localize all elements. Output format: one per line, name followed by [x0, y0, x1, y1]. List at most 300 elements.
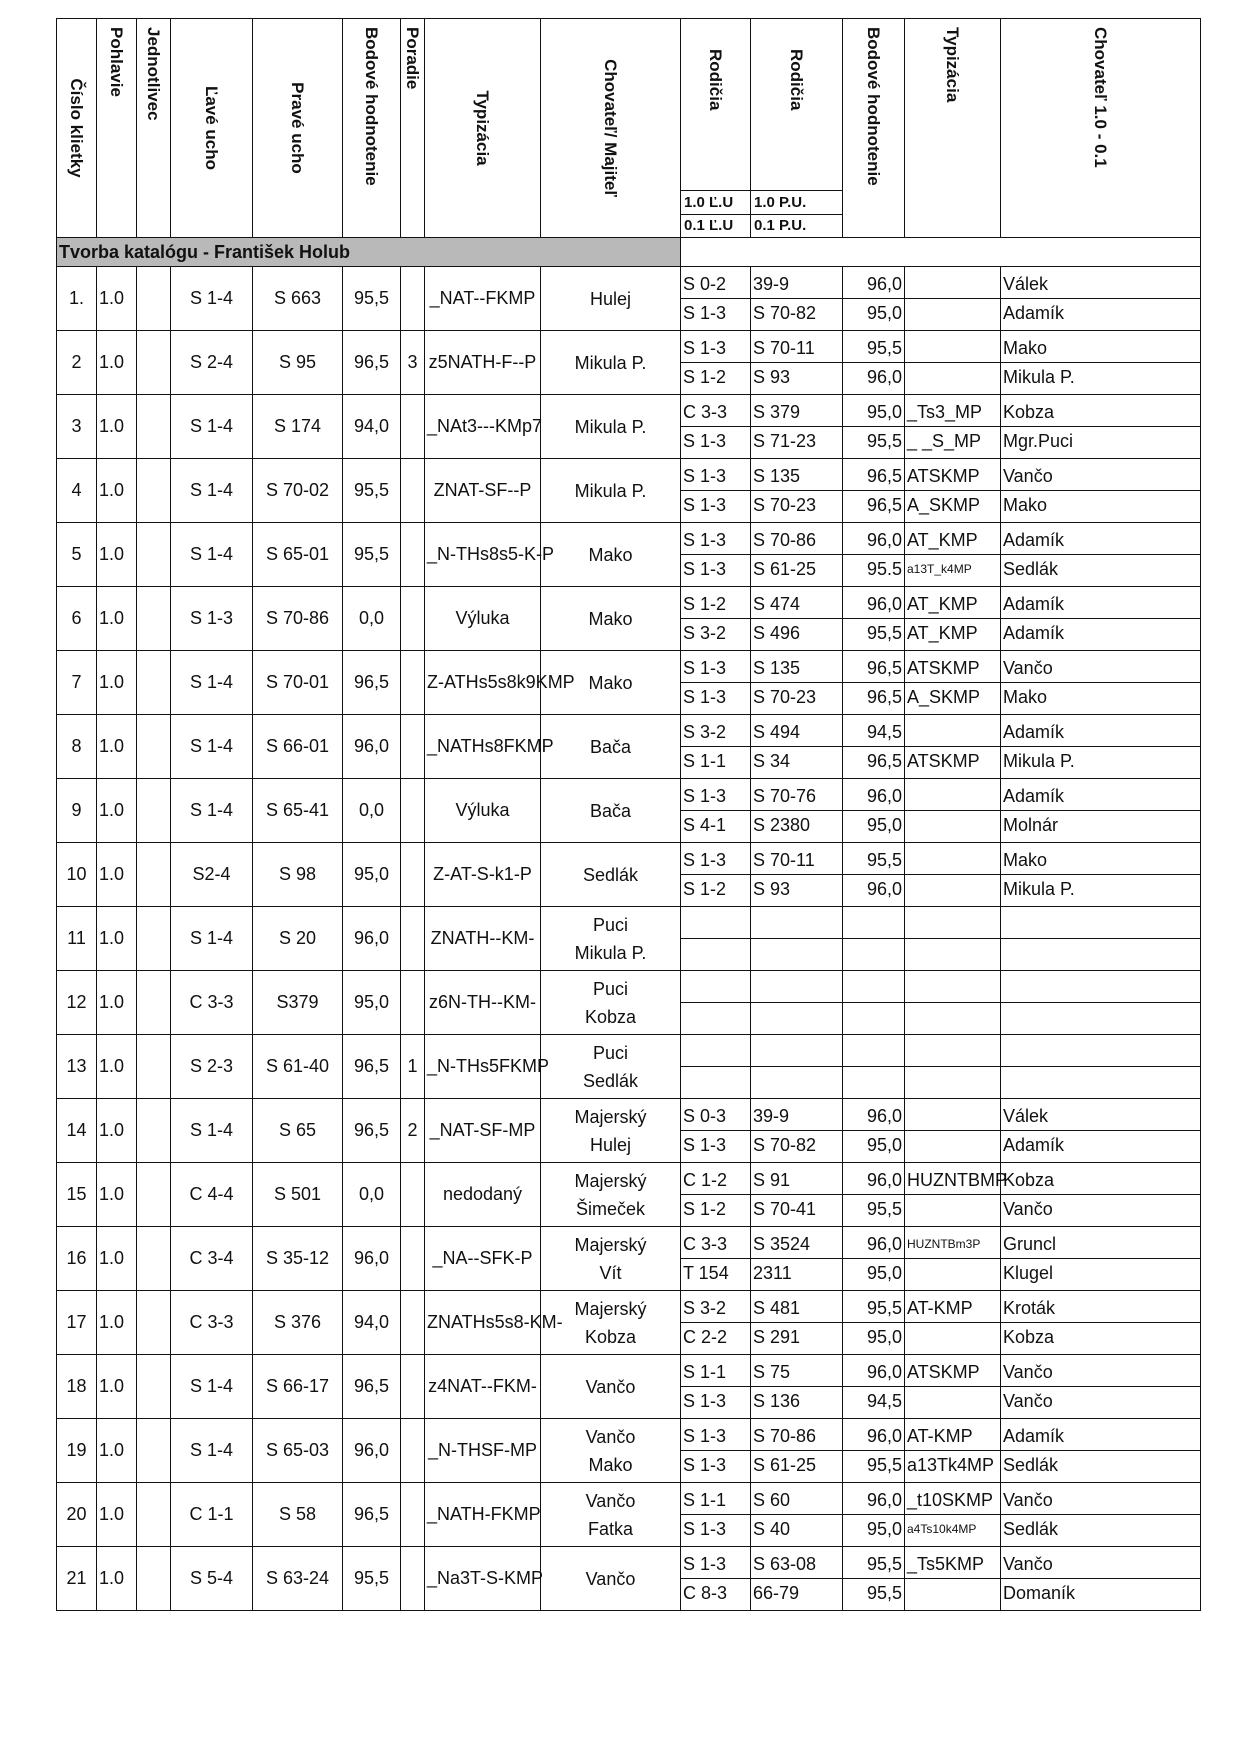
- left-ear-cell: S 1-4: [171, 779, 253, 843]
- score-cell: 96,0: [343, 715, 401, 779]
- parent-typization: [905, 1259, 1000, 1287]
- individual-cell: [137, 907, 171, 971]
- individual-cell: [137, 267, 171, 331]
- sex-cell: 1.0: [97, 331, 137, 395]
- cage-number: 18: [57, 1355, 97, 1419]
- parent-right-ear-cell: [751, 587, 843, 651]
- parent-left-ear: S 3-2: [681, 1294, 750, 1323]
- owner-cell: [541, 715, 681, 779]
- parent-score: 95,0: [866, 1327, 902, 1347]
- parent-left-ear: [681, 974, 750, 1003]
- parent-breeder: Adamík: [1001, 1422, 1200, 1451]
- parent-breeder: Vančo: [1001, 1358, 1200, 1387]
- parent-left-ear: S 1-3: [681, 654, 750, 683]
- parent-left-ear: [681, 939, 750, 967]
- cage-number: 9: [57, 779, 97, 843]
- parent-right-ear-cell: [751, 843, 843, 907]
- parent-breeder-cell: [1001, 1355, 1201, 1419]
- parent-breeder-cell: [1001, 651, 1201, 715]
- parent-typization-cell: [905, 1355, 1001, 1419]
- parent-typization-cell: [905, 971, 1001, 1035]
- sex-cell: 1.0: [97, 1547, 137, 1611]
- parent-score: 95,5: [866, 431, 902, 451]
- left-ear-cell: C 1-1: [171, 1483, 253, 1547]
- parent-left-ear-cell: [681, 395, 751, 459]
- parent-right-ear: S 494: [751, 718, 842, 747]
- score-cell: 95,0: [343, 971, 401, 1035]
- table-row: [57, 1547, 1201, 1611]
- parent-right-ear: 2311: [753, 1263, 792, 1283]
- parent-typization: ATSKMP: [905, 462, 1000, 491]
- sex-cell: 1.0: [97, 1355, 137, 1419]
- header-rodicia-1: Rodičia 1.0 Ľ.U 0.1 Ľ.U: [681, 19, 751, 238]
- parent-left-ear: C 3-3: [681, 1230, 750, 1259]
- parent-score: 95,0: [866, 1135, 902, 1155]
- parent-right-ear: S 70-41: [753, 1199, 817, 1219]
- sex-cell: 1.0: [97, 587, 137, 651]
- parent-left-ear: S 1-3: [681, 1422, 750, 1451]
- parent-breeder: Adamík: [1003, 1135, 1065, 1155]
- parent-breeder: Mikula P.: [1003, 367, 1075, 387]
- rank-cell: [401, 1419, 425, 1483]
- parent-score: 96,0: [843, 782, 904, 811]
- parent-score-cell: [843, 267, 905, 331]
- right-ear-cell: S 61-40: [253, 1035, 343, 1099]
- parent-breeder: Domaník: [1003, 1583, 1076, 1603]
- parent-left-ear: S 1-3: [683, 303, 727, 323]
- typization-cell: z4NAT--FKM-: [425, 1355, 541, 1419]
- owner-cell: [541, 907, 681, 971]
- owner-cell: [541, 1419, 681, 1483]
- parent-breeder-cell: [1001, 1099, 1201, 1163]
- score-cell: 0,0: [343, 587, 401, 651]
- parent-typization: AT_KMP: [905, 526, 1000, 555]
- score-cell: 96,5: [343, 1483, 401, 1547]
- score-cell: 0,0: [343, 779, 401, 843]
- rank-cell: [401, 651, 425, 715]
- right-ear-cell: S 70-01: [253, 651, 343, 715]
- cage-number: 6: [57, 587, 97, 651]
- parent-breeder: Vančo: [1001, 654, 1200, 683]
- parent-score-cell: [843, 1099, 905, 1163]
- cage-number: 1.: [57, 267, 97, 331]
- parent-score: 96,0: [843, 1486, 904, 1515]
- parent-left-ear: S 3-2: [683, 623, 727, 643]
- individual-cell: [137, 1163, 171, 1227]
- parent-breeder: Adamík: [1003, 623, 1065, 643]
- parent-typization: _Ts5KMP: [905, 1550, 1000, 1579]
- sex-cell: 1.0: [97, 779, 137, 843]
- rank-cell: [401, 715, 425, 779]
- parent-score-cell: [843, 715, 905, 779]
- parent-typization: [905, 1038, 1000, 1067]
- parent-typization: a13Tk4MP: [907, 1455, 995, 1475]
- parent-score: 95.5: [866, 559, 902, 579]
- parent-score-cell: [843, 907, 905, 971]
- parent-breeder-cell: [1001, 779, 1201, 843]
- right-ear-cell: S 376: [253, 1291, 343, 1355]
- parent-typization: AT_KMP: [907, 623, 978, 643]
- left-ear-cell: C 3-4: [171, 1227, 253, 1291]
- parent-breeder: Adamík: [1003, 303, 1065, 323]
- parent-breeder-cell: [1001, 587, 1201, 651]
- parent-left-ear-cell: [681, 651, 751, 715]
- parent-right-ear-cell: [751, 395, 843, 459]
- parent-typization: [905, 1131, 1000, 1159]
- owner-cell: [541, 523, 681, 587]
- sex-cell: 1.0: [97, 907, 137, 971]
- sex-cell: 1.0: [97, 971, 137, 1035]
- owner-name: Mako: [588, 608, 633, 629]
- owner-cell: [541, 459, 681, 523]
- parent-breeder-cell: [1001, 971, 1201, 1035]
- parent-left-ear: S 1-3: [681, 526, 750, 555]
- right-ear-cell: S 35-12: [253, 1227, 343, 1291]
- parent-left-ear-cell: [681, 1163, 751, 1227]
- parent-typization: [905, 939, 1000, 967]
- rank-cell: [401, 459, 425, 523]
- parent-left-ear: S 1-3: [683, 495, 727, 515]
- parent-score-cell: [843, 1291, 905, 1355]
- parent-left-ear: C 1-2: [681, 1166, 750, 1195]
- parent-score-cell: [843, 971, 905, 1035]
- left-ear-cell: S 1-4: [171, 267, 253, 331]
- left-ear-cell: S 2-4: [171, 331, 253, 395]
- parent-left-ear: S 1-2: [683, 1199, 727, 1219]
- individual-cell: [137, 1547, 171, 1611]
- table-row: [57, 331, 1201, 395]
- parent-left-ear: S 4-1: [683, 815, 727, 835]
- parent-typization-cell: [905, 907, 1001, 971]
- individual-cell: [137, 843, 171, 907]
- typization-cell: _NA--SFK-P: [425, 1227, 541, 1291]
- parent-breeder: Kroták: [1001, 1294, 1200, 1323]
- parent-right-ear: S 70-86: [751, 1422, 842, 1451]
- parent-typization: [905, 334, 1000, 363]
- parent-right-ear: S 496: [753, 623, 801, 643]
- parent-breeder: Kobza: [1001, 398, 1200, 427]
- owner-name: Kobza: [584, 1326, 637, 1347]
- owner-name: Šimeček: [575, 1198, 646, 1219]
- owner-cell: [541, 971, 681, 1035]
- owner-name: Mikula P.: [574, 942, 647, 963]
- rank-cell: [401, 1547, 425, 1611]
- owner-cell: [541, 1547, 681, 1611]
- parent-left-ear: S 1-1: [683, 751, 727, 771]
- sex-cell: 1.0: [97, 1035, 137, 1099]
- parent-score: [843, 1067, 904, 1095]
- parent-score: 96,0: [843, 1358, 904, 1387]
- individual-cell: [137, 1419, 171, 1483]
- parent-score: 95,0: [866, 1519, 902, 1539]
- score-cell: 95,0: [343, 843, 401, 907]
- parent-breeder: Mako: [1001, 846, 1200, 875]
- header-poradie: Poradie: [401, 19, 425, 238]
- owner-name: Fatka: [587, 1518, 634, 1539]
- parent-left-ear: S 1-2: [683, 367, 727, 387]
- parent-left-ear-cell: [681, 459, 751, 523]
- typization-cell: ZNAT-SF--P: [425, 459, 541, 523]
- individual-cell: [137, 1483, 171, 1547]
- parent-score: 95,5: [843, 334, 904, 363]
- parent-left-ear: S 1-3: [683, 1135, 727, 1155]
- owner-name: Majerský: [574, 1234, 647, 1255]
- parent-right-ear: [751, 939, 842, 967]
- rank-cell: [401, 971, 425, 1035]
- parent-right-ear: S 70-11: [751, 846, 842, 875]
- parent-left-ear-cell: [681, 331, 751, 395]
- header-typizacia: Typizácia: [425, 19, 541, 238]
- left-ear-cell: C 3-3: [171, 971, 253, 1035]
- owner-cell: [541, 267, 681, 331]
- owner-name: Bača: [589, 800, 632, 821]
- header-bodove-hodnotenie: Bodové hodnotenie: [343, 19, 401, 238]
- parent-right-ear: S 93: [753, 367, 791, 387]
- parent-typization-cell: [905, 459, 1001, 523]
- typization-cell: _N-THs5FKMP: [425, 1035, 541, 1099]
- owner-name: Mikula P.: [574, 480, 647, 501]
- right-ear-cell: S 95: [253, 331, 343, 395]
- parent-right-ear: [751, 1038, 842, 1067]
- parent-right-ear: S 291: [753, 1327, 801, 1347]
- parent-score: 96,0: [843, 1422, 904, 1451]
- owner-name: Vančo: [585, 1490, 636, 1511]
- owner-cell: [541, 1227, 681, 1291]
- parent-typization: [905, 1579, 1000, 1607]
- parent-typization-cell: [905, 1419, 1001, 1483]
- parent-typization: [905, 846, 1000, 875]
- cage-number: 10: [57, 843, 97, 907]
- parent-breeder-cell: [1001, 715, 1201, 779]
- table-row: [57, 1483, 1201, 1547]
- parent-left-ear-cell: [681, 1035, 751, 1099]
- parent-left-ear-cell: [681, 1547, 751, 1611]
- parent-left-ear-cell: [681, 1419, 751, 1483]
- parent-left-ear: S 1-3: [683, 1391, 727, 1411]
- parent-left-ear: S 1-3: [683, 1455, 727, 1475]
- parent-typization-cell: [905, 331, 1001, 395]
- parent-typization: [905, 1102, 1000, 1131]
- parent-right-ear: [751, 910, 842, 939]
- parent-typization: A_SKMP: [907, 687, 981, 707]
- parent-score: 96,0: [843, 590, 904, 619]
- sex-cell: 1.0: [97, 1291, 137, 1355]
- cage-number: 11: [57, 907, 97, 971]
- individual-cell: [137, 1227, 171, 1291]
- parent-left-ear-cell: [681, 267, 751, 331]
- parent-typization-cell: [905, 1547, 1001, 1611]
- left-ear-cell: S 1-4: [171, 1355, 253, 1419]
- table-row: [57, 1163, 1201, 1227]
- typization-cell: ZNATH--KM-: [425, 907, 541, 971]
- parent-breeder: Kobza: [1001, 1166, 1200, 1195]
- parent-typization: [905, 875, 1000, 903]
- parent-right-ear: S 379: [751, 398, 842, 427]
- parent-typization: [905, 811, 1000, 839]
- owner-cell: [541, 587, 681, 651]
- owner-cell: [541, 1163, 681, 1227]
- table-row: [57, 651, 1201, 715]
- owner-name: Puci: [592, 914, 628, 935]
- parent-breeder: Válek: [1001, 270, 1200, 299]
- parent-score: 96,0: [866, 367, 902, 387]
- owner-name: Vančo: [585, 1568, 636, 1589]
- parent-left-ear: S 1-3: [683, 431, 727, 451]
- parent-right-ear-cell: [751, 907, 843, 971]
- typization-cell: _N-THSF-MP: [425, 1419, 541, 1483]
- parent-left-ear: [681, 1038, 750, 1067]
- parent-breeder: Mako: [1001, 334, 1200, 363]
- table-row: [57, 267, 1201, 331]
- parent-left-ear: C 8-3: [683, 1583, 728, 1603]
- parent-typization: [905, 1195, 1000, 1223]
- typization-cell: _NAt3---KMp7: [425, 395, 541, 459]
- parent-breeder-cell: [1001, 1035, 1201, 1099]
- parent-typization-cell: [905, 1227, 1001, 1291]
- parent-score: [843, 1038, 904, 1067]
- parent-left-ear: C 3-3: [681, 398, 750, 427]
- parent-typization: ATSKMP: [907, 751, 980, 771]
- header-typizacia-2: Typizácia: [905, 19, 1001, 238]
- typization-cell: _NAT--FKMP: [425, 267, 541, 331]
- owner-cell: [541, 1035, 681, 1099]
- parent-score-cell: [843, 1163, 905, 1227]
- cage-number: 5: [57, 523, 97, 587]
- parent-breeder-cell: [1001, 395, 1201, 459]
- parent-breeder-cell: [1001, 1483, 1201, 1547]
- owner-name: Puci: [592, 978, 628, 999]
- score-cell: 95,5: [343, 523, 401, 587]
- score-cell: 96,0: [343, 907, 401, 971]
- parent-right-ear-cell: [751, 459, 843, 523]
- parent-breeder: Adamík: [1001, 590, 1200, 619]
- parent-typization: [905, 910, 1000, 939]
- parent-score-cell: [843, 1227, 905, 1291]
- catalog-body: [57, 238, 1201, 1611]
- parent-left-ear: S 1-1: [681, 1358, 750, 1387]
- score-cell: 0,0: [343, 1163, 401, 1227]
- parent-typization: [905, 1323, 1000, 1351]
- cage-number: 2: [57, 331, 97, 395]
- parent-breeder-cell: [1001, 459, 1201, 523]
- parent-score: [843, 974, 904, 1003]
- parent-left-ear-cell: [681, 1227, 751, 1291]
- parent-score-cell: [843, 459, 905, 523]
- sex-cell: 1.0: [97, 1099, 137, 1163]
- parent-right-ear-cell: [751, 331, 843, 395]
- parent-left-ear: S 3-2: [681, 718, 750, 747]
- parent-right-ear: S 71-23: [753, 431, 817, 451]
- score-cell: 96,5: [343, 1099, 401, 1163]
- parent-left-ear: T 154: [683, 1263, 729, 1283]
- parent-right-ear: S 474: [751, 590, 842, 619]
- left-ear-cell: C 3-3: [171, 1291, 253, 1355]
- section-title: Tvorba katalógu - František Holub: [57, 238, 681, 267]
- typization-cell: _NATHs8FKMP: [425, 715, 541, 779]
- parent-left-ear-cell: [681, 971, 751, 1035]
- parent-right-ear: S 70-86: [751, 526, 842, 555]
- right-ear-cell: S 63-24: [253, 1547, 343, 1611]
- cage-number: 7: [57, 651, 97, 715]
- parent-breeder: Molnár: [1003, 815, 1059, 835]
- parent-typization: A_SKMP: [907, 495, 981, 515]
- sex-cell: 1.0: [97, 1419, 137, 1483]
- parent-typization: _t10SKMP: [905, 1486, 1000, 1515]
- parent-typization: HUZNTBm3P: [905, 1230, 1000, 1259]
- sex-cell: 1.0: [97, 395, 137, 459]
- parent-right-ear: [751, 1003, 842, 1031]
- individual-cell: [137, 651, 171, 715]
- parent-right-ear-cell: [751, 651, 843, 715]
- parent-left-ear-cell: [681, 523, 751, 587]
- parent-score: 95,5: [866, 623, 902, 643]
- rank-cell: [401, 267, 425, 331]
- parent-breeder: [1001, 974, 1200, 1003]
- owner-name: Mikula P.: [574, 352, 647, 373]
- parent-score: 95,5: [843, 1550, 904, 1579]
- parent-typization-cell: [905, 523, 1001, 587]
- rank-cell: 1: [401, 1035, 425, 1099]
- parent-right-ear: S 70-82: [753, 303, 817, 323]
- parent-score: 95,5: [866, 1583, 902, 1603]
- parent-typization: AT-KMP: [905, 1294, 1000, 1323]
- table-row: [57, 1419, 1201, 1483]
- parent-left-ear: S 0-2: [681, 270, 750, 299]
- parent-left-ear: S 1-3: [683, 559, 727, 579]
- table-row: [57, 523, 1201, 587]
- owner-cell: [541, 843, 681, 907]
- header-cislo-kletky: Číslo klietky: [57, 19, 97, 238]
- parent-typization: _ _S_MP: [907, 431, 982, 451]
- parent-breeder: Mgr.Puci: [1003, 431, 1074, 451]
- cage-number: 14: [57, 1099, 97, 1163]
- left-ear-cell: S 1-3: [171, 587, 253, 651]
- table-row: [57, 779, 1201, 843]
- left-ear-cell: S 1-4: [171, 523, 253, 587]
- parent-left-ear: S 1-1: [681, 1486, 750, 1515]
- header-jednotlivec: Jednotlivec: [137, 19, 171, 238]
- parent-right-ear: S 61-25: [753, 559, 817, 579]
- cage-number: 15: [57, 1163, 97, 1227]
- sex-cell: 1.0: [97, 523, 137, 587]
- cage-number: 8: [57, 715, 97, 779]
- parent-left-ear-cell: [681, 1291, 751, 1355]
- typization-cell: z6N-TH--KM-: [425, 971, 541, 1035]
- owner-name: Vančo: [585, 1426, 636, 1447]
- parent-breeder: Mikula P.: [1003, 751, 1075, 771]
- parent-breeder-cell: [1001, 1291, 1201, 1355]
- owner-name: Bača: [589, 736, 632, 757]
- parent-left-ear-cell: [681, 1355, 751, 1419]
- parent-score: 95,5: [866, 1199, 902, 1219]
- individual-cell: [137, 523, 171, 587]
- parent-left-ear: [681, 910, 750, 939]
- header-prave-ucho: Pravé ucho: [253, 19, 343, 238]
- parent-breeder: [1001, 1003, 1200, 1031]
- parent-score: 95,0: [866, 303, 902, 323]
- parent-right-ear-cell: [751, 779, 843, 843]
- section-row: [57, 238, 1201, 267]
- table-row: [57, 907, 1201, 971]
- individual-cell: [137, 395, 171, 459]
- sex-cell: 1.0: [97, 267, 137, 331]
- parent-typization: a13T_k4MP: [907, 562, 972, 576]
- parent-breeder-cell: [1001, 331, 1201, 395]
- parent-breeder: Vančo: [1003, 1199, 1053, 1219]
- parent-left-ear: [681, 1003, 750, 1031]
- owner-name: Vít: [599, 1262, 622, 1283]
- owner-cell: [541, 1355, 681, 1419]
